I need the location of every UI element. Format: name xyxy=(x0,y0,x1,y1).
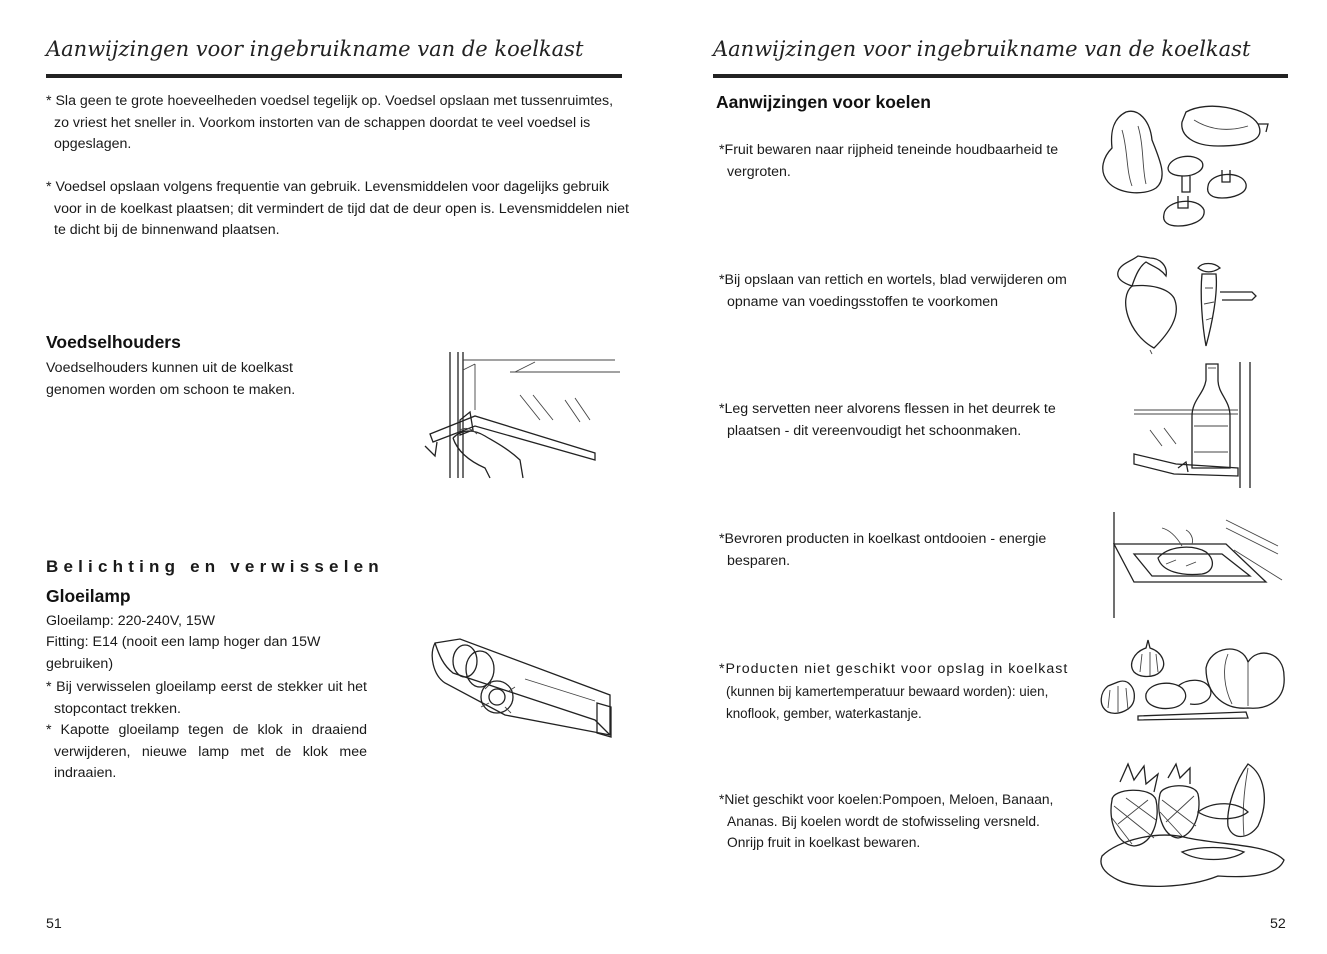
cooling-tip-2: *Bij opslaan van rettich en wortels, blad verwijderen om opname van voedingsstoffen te voorkomen xyxy=(719,272,1067,310)
bottle-door-rack-illustration xyxy=(1130,360,1260,492)
cooling-tip-1: *Fruit bewaren naar rijpheid teneinde houdbaarheid te vergroten. xyxy=(719,142,1059,180)
right-page-number: 52 xyxy=(1270,916,1286,932)
cooling-tip-6: *Niet geschikt voor koelen:Pompoen, Meloen, Banaan, Ananas. Bij koelen wordt de stofwisseling versneld. Onrijp fruit in koelkast bewaren. xyxy=(719,792,1054,850)
right-page-title: Aanwijzingen voor ingebruikname van de koelkast xyxy=(713,37,1251,61)
cooling-tip-5: *Producten niet geschikt voor opslag in koelkast xyxy=(719,661,1069,677)
thawing-tray-illustration xyxy=(1106,510,1284,620)
food-holders-heading: Voedselhouders xyxy=(46,332,181,352)
left-title-rule xyxy=(46,74,622,78)
fridge-shelf-removal-illustration xyxy=(415,350,625,482)
cooling-tip-5-cont: (kunnen bij kamertemperatuur bewaard worden): uien, knoflook, gember, waterkastanje. xyxy=(726,684,1049,721)
cooling-heading: Aanwijzingen voor koelen xyxy=(716,92,931,112)
cooling-tip-4: *Bevroren producten in koelkast ontdooien - energie besparen. xyxy=(719,531,1047,569)
intro-bullet-2: * Voedsel opslaan volgens frequentie van gebruik. Levensmiddelen voor dagelijks gebruik voor in de koelkast plaatsen; dit vermindert de tijd dat de deur open is. Levensmiddelen niet te dicht bij de binnenwand plaatsen. xyxy=(46,179,629,238)
food-holders-text: Voedselhouders kunnen uit de koelkast genomen worden om schoon te maken. xyxy=(46,360,296,398)
left-page-title: Aanwijzingen voor ingebruikname van de koelkast xyxy=(46,37,584,61)
lamp-cover-illustration xyxy=(425,635,620,745)
lamp-spec-1: Gloeilamp: 220-240V, 15W xyxy=(46,613,216,629)
lamp-bullet-1: * Bij verwisselen gloeilamp eerst de stekker uit het stopcontact trekken. xyxy=(46,679,367,717)
lamp-bullet-2: * Kapotte gloeilamp tegen de klok in draaiend verwijderen, nieuwe lamp met de klok mee indraaien. xyxy=(46,722,367,781)
fruit-mushroom-illustration xyxy=(1098,100,1273,235)
pineapple-melon-banana-illustration xyxy=(1098,760,1288,892)
radish-carrot-illustration xyxy=(1110,254,1260,354)
lighting-heading-line2: Gloeilamp xyxy=(46,586,131,606)
left-page-number: 51 xyxy=(46,916,62,932)
lamp-spec-2: Fitting: E14 (nooit een lamp hoger dan 15W gebruiken) xyxy=(46,634,321,672)
lighting-heading-line1: Belichting en verwisselen xyxy=(46,557,384,576)
cooling-tip-3: *Leg servetten neer alvorens flessen in het deurrek te plaatsen - dit vereenvoudigt het schoonmaken. xyxy=(719,401,1056,439)
onion-garlic-ginger-illustration xyxy=(1098,638,1288,723)
right-title-rule xyxy=(713,74,1288,78)
intro-bullet-1: * Sla geen te grote hoeveelheden voedsel tegelijk op. Voedsel opslaan met tussenruimtes, zo vriest het sneller in. Voorkom instorten van de schappen doordat te veel voedsel is opgeslagen. xyxy=(46,93,614,152)
